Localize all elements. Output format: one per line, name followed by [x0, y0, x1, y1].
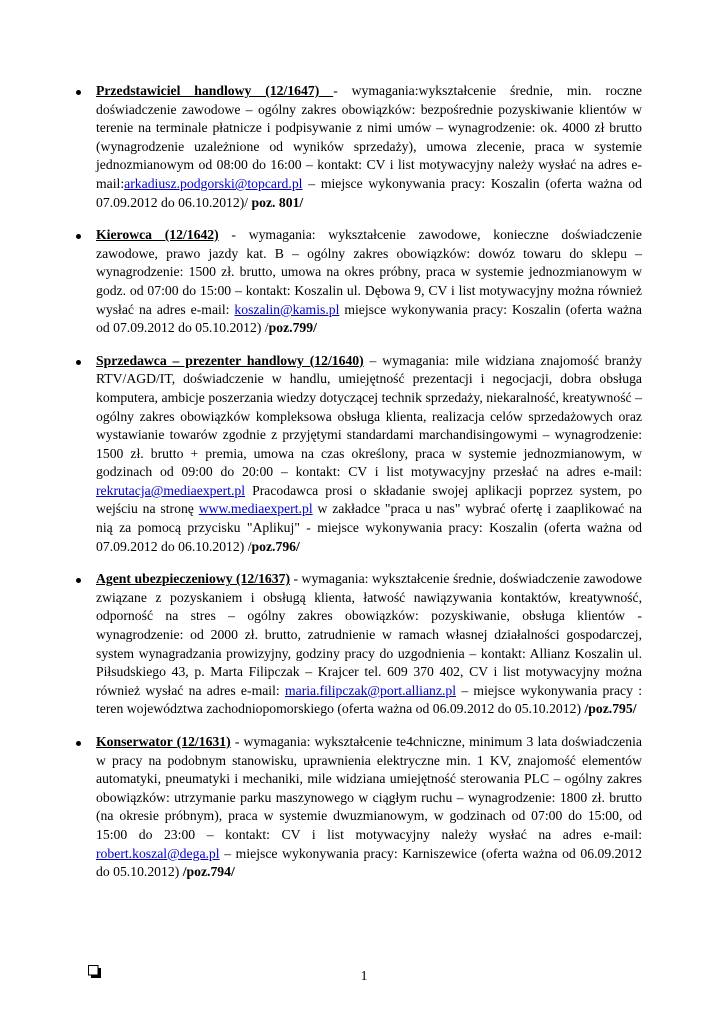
position-ref: poz.796/	[251, 538, 300, 554]
website-link[interactable]: www.mediaexpert.pl	[198, 501, 313, 517]
page-number: 1	[360, 968, 368, 983]
email-link[interactable]: arkadiusz.podgorski@topcard.pl	[124, 175, 303, 191]
email-link[interactable]: rekrutacja@mediaexpert.pl	[96, 482, 246, 498]
position-ref: /poz.794/	[182, 864, 235, 880]
job-listings	[96, 82, 642, 896]
listing-title: Konserwator (12/1631)	[96, 734, 231, 749]
bullet-icon	[76, 234, 81, 239]
bullet-icon	[76, 578, 81, 583]
position-ref: poz.799/	[268, 320, 317, 336]
listing-text: Konserwator (12/1631) - wymagania: wykształcenie te4chniczne, minimum 3 lata doświadczenia w pracy na podobnym stanowisku, uprawnienia elektryczne min. 1 KV, znajomość elementów automatyki, pneumatyki i mechaniki, mile widziana umiejętność sterowania PLC – ogólny zakres obowiązków: utrzymanie parku maszynowego w ciągłym ruchu – wynagrodzenie: 1800 zł. brutto (na okresie próbnym), praca w systemie dwuzmianowym, w godzinach od 07:00 do 15:00, od 15:00 do 23:00 – kontakt: CV i list motywacyjny należy wysłać na adres e-mail: robert.koszal@dega.pl – miejsce wykonywania pracy: Karniszewice (oferta ważna od 06.09.2012 do 05.10.2012) /poz.794/	[96, 734, 642, 880]
email-link[interactable]: koszalin@kamis.pl	[234, 301, 340, 317]
listing-title: Sprzedawca – prezenter handlowy (12/1640)	[96, 352, 364, 368]
listing-title: Przedstawiciel handlowy (12/1647)	[96, 83, 334, 98]
list-item	[96, 733, 642, 882]
list-item	[96, 82, 642, 212]
email-link[interactable]: robert.koszal@dega.pl	[96, 845, 220, 861]
listing-text: Sprzedawca – prezenter handlowy (12/1640) – wymagania: mile widziana znajomość branży RTV/AGD/IT, doświadczenie w handlu, umiejętność prezentacji i negocjacji, dobra obsługa komputera, ambicje poszerzania wiedzy dotyczącej technik sprzedaży, niekaralność, kreatywność – ogólny zakres obowiązków kompleksowa obsługa klienta, realizacja celów sprzedażowych oraz wystawianie towarów zgodnie z przyjętymi standardami marchandisingowymi – wynagrodzenie: 1500 zł. brutto + premia, umowa na czas określony, praca w systemie jednozmianowym, w godzinach od 09:00 do 20:00 – kontakt: CV i list motywacyjny przesłać na adres e-mail: rekrutacja@mediaexpert.pl Pracodawca prosi o składanie swojej aplikacji poprzez system, po wejściu na stronę www.mediaexpert.pl w zakładce "praca u nas" wybrać ofertę i zaaplikować na nią za pomocą przycisku "Aplikuj" - miejsce wykonywania pracy: Koszalin (oferta ważna od 07.09.2012 do 06.10.2012) /poz.796/	[96, 352, 642, 554]
email-link[interactable]: maria.filipczak@port.allianz.pl	[284, 682, 457, 698]
listing-text: Agent ubezpieczeniowy (12/1637) - wymagania: wykształcenie średnie, doświadczenie zawodowe związane z pozyskaniem i obsługą klienta, łatwość nawiązywania kontaktów, kreatywność, odporność na stres – ogólny zakres obowiązków: pozyskiwanie, obsługa klientów - wynagrodzenie: od 2000 zł. brutto, zatrudnienie w ramach własnej działalności gospodarczej, system wynagradzania prowizyjny, godziny pracy do uzgodnienia – kontakt: Allianz Koszalin ul. Piłsudskiego 43, p. Marta Filipczak – Krajcer tel. 609 370 402, CV i list motywacyjny można również wysłać na adres e-mail: maria.filipczak@port.allianz.pl – miejsce wykonywania pracy : teren województwa zachodniopomorskiego (oferta ważna od 06.09.2012 do 05.10.2012) /poz.795/	[96, 571, 642, 717]
listing-text: Przedstawiciel handlowy (12/1647) - wymagania:wykształcenie średnie, min. roczne doświadczenie zawodowe – ogólny zakres obowiązków: bezpośrednie pozyskiwanie klientów w terenie na terminale płatnicze i podpisywanie z nimi umów – wynagrodzenie: ok. 4000 zł brutto (wynagrodzenie uzależnione od wyników sprzedaży), umowa zlecenie, praca w systemie jednozmianowym od 08:00 do 16:00 – kontakt: CV i list motywacyjny należy wysłać na adres e-mail:arkadiusz.podgorski@topcard.pl – miejsce wykonywania pracy: Koszalin (oferta ważna od 07.09.2012 do 06.10.2012)/ poz. 801/	[96, 83, 642, 210]
listing-title: Kierowca (12/1642)	[96, 227, 219, 243]
listing-title: Agent ubezpieczeniowy (12/1637)	[96, 571, 291, 587]
list-item	[96, 570, 642, 719]
bullet-icon	[76, 360, 81, 365]
list-item	[96, 226, 642, 338]
position-ref: poz. 801/	[251, 194, 304, 210]
bullet-icon	[76, 741, 81, 746]
position-ref: /poz.795/	[584, 701, 637, 717]
bullet-icon	[76, 90, 81, 95]
listing-text: Kierowca (12/1642) - wymagania: wykształcenie zawodowe, konieczne doświadczenie zawodowe, prawo jazdy kat. B – ogólny zakres obowiązków: dowóz towaru do sklepu – wynagrodzenie: 1500 zł. brutto, umowa na okres próbny, praca w systemie jednozmianowym w godz. od 07:00 do 15:00 – kontakt: Koszalin ul. Dębowa 9, CV i list motywacyjny można również wysłać na adres e-mail: koszalin@kamis.pl miejsce wykonywania pracy: Koszalin (oferta ważna od 07.09.2012 do 05.10.2012) /poz.799/	[96, 227, 642, 336]
list-item	[96, 352, 642, 557]
